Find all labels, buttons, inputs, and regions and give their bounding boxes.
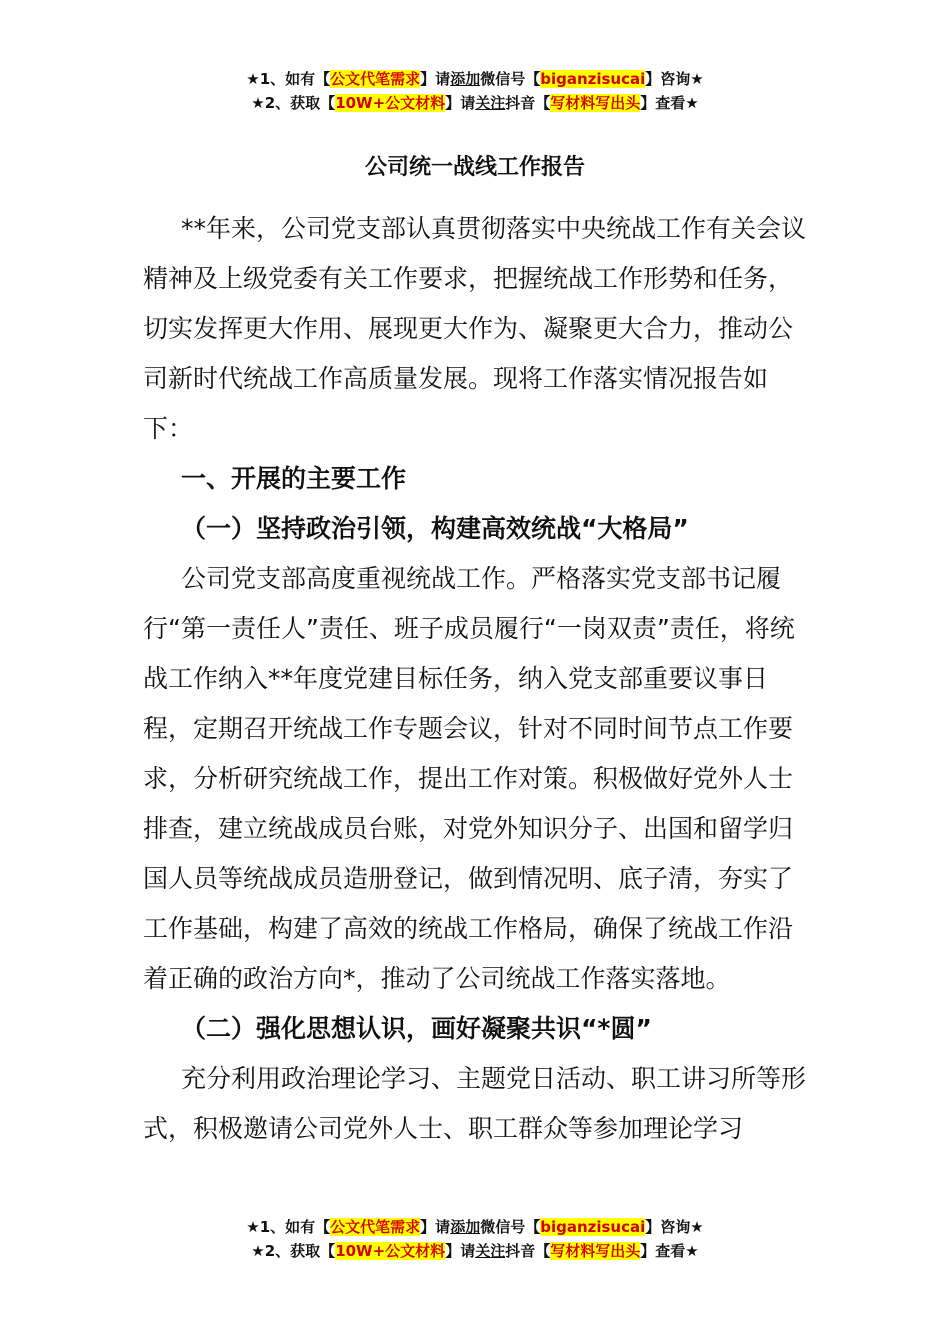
promo-line-2 [0, 91, 950, 115]
body-paragraph: 充分利用政治理论学习、主题党日活动、职工讲习所等形式，积极邀请公司党外人士、职工群众等参加理论学习 [143, 1064, 807, 1143]
promo-underline: 添加 [450, 1218, 481, 1236]
promo-highlight: 10W+公文材料 [335, 1242, 446, 1260]
promo-text: 微信号【 [480, 1218, 541, 1236]
promo-text: 微信号【 [480, 70, 541, 88]
promo-text: 】咨询★ [645, 70, 704, 88]
intro-paragraph: **年来，公司党支部认真贯彻落实中央统战工作有关会议精神及上级党委有关工作要求，把握统战工作形势和任务，切实发挥更大作用、展现更大作为、凝聚更大合力，推动公司新时代统战工作高质量发展。现将工作落实情况报告如下： [143, 214, 807, 443]
promo-footer [0, 1215, 950, 1263]
promo-highlight: 写材料写出头 [550, 1242, 641, 1260]
promo-text: ★1、如有【 [246, 1218, 331, 1236]
promo-text: 抖音【 [505, 1242, 551, 1260]
promo-text: 】请 [420, 1218, 451, 1236]
promo-line-1 [0, 67, 950, 91]
promo-underline: 关注 [475, 1242, 506, 1260]
promo-text: ★2、获取【 [251, 94, 336, 112]
body-paragraph: 公司党支部高度重视统战工作。严格落实党支部书记履行“第一责任人”责任、班子成员履行“一岗双责”责任，将统战工作纳入**年度党建目标任务，纳入党支部重要议事日程，定期召开统战工作专题会议，针对不同时间节点工作要求，分析研究统战工作，提出工作对策。积极做好党外人士排查，建立统战成员台账，对党外知识分子、出国和留学归国人员等统战成员造册登记，做到情况明、底子清，夯实了工作基础，构建了高效的统战工作格局，确保了统战工作沿着正确的政治方向*，推动了公司统战工作落实落地。 [143, 564, 795, 993]
promo-text: ★2、获取【 [251, 1242, 336, 1260]
promo-text: ★1、如有【 [246, 70, 331, 88]
promo-text: 】请 [420, 70, 451, 88]
promo-header [0, 67, 950, 115]
document-body [143, 204, 809, 1154]
promo-text: 抖音【 [505, 94, 551, 112]
document-title: 公司统一战线工作报告 [364, 155, 585, 180]
promo-highlight: 10W+公文材料 [335, 94, 446, 112]
promo-text: 】咨询★ [645, 1218, 704, 1236]
promo-line-1 [0, 1215, 950, 1239]
promo-highlight: 公文代笔需求 [330, 70, 421, 88]
promo-text: 】查看★ [640, 94, 699, 112]
promo-underline: 添加 [450, 70, 481, 88]
promo-line-2 [0, 1239, 950, 1263]
promo-text: 】查看★ [640, 1242, 699, 1260]
promo-highlight: 公文代笔需求 [330, 1218, 421, 1236]
promo-highlight: 写材料写出头 [550, 94, 641, 112]
section-heading: 一、开展的主要工作 [181, 464, 407, 493]
promo-underline: 关注 [475, 94, 506, 112]
subsection-heading: （二）强化思想认识，画好凝聚共识“*圆” [181, 1014, 652, 1043]
promo-highlight: biganzisucai [540, 70, 646, 88]
promo-text: 】请 [445, 1242, 476, 1260]
promo-text: 】请 [445, 94, 476, 112]
promo-highlight: biganzisucai [540, 1218, 646, 1236]
subsection-heading: （一）坚持政治引领，构建高效统战“大格局” [181, 514, 689, 543]
